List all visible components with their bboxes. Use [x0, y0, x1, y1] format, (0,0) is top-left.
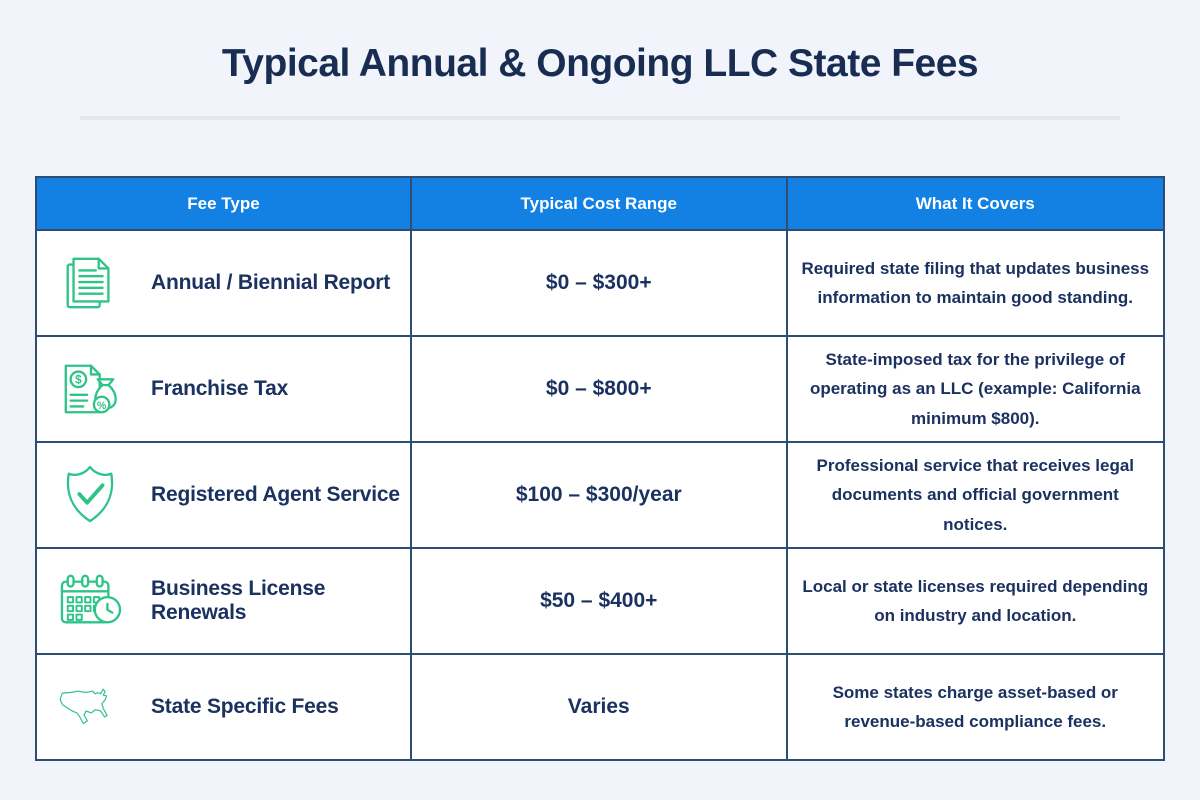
- cost-range-value: $0 – $300+: [410, 231, 786, 335]
- page-title: Typical Annual & Ongoing LLC State Fees: [221, 42, 979, 85]
- fee-type-label: Annual / Biennial Report: [151, 271, 391, 294]
- fees-table: [35, 176, 1165, 761]
- table-row: [37, 335, 1163, 441]
- documents-icon: [54, 247, 126, 319]
- fee-type-cell: [37, 655, 410, 759]
- header-fee-type: Fee Type: [187, 193, 260, 213]
- header-cost-range: Typical Cost Range: [410, 178, 786, 229]
- cost-range-value: $0 – $800+: [410, 337, 786, 441]
- usa-map-icon: [54, 671, 126, 743]
- calendar-clock-icon: [54, 565, 126, 637]
- covers-text: Required state filing that updates business information to maintain good standing.: [786, 231, 1163, 335]
- covers-text: Professional service that receives legal documents and official government notices.: [786, 443, 1163, 547]
- fee-type-label: Franchise Tax: [151, 377, 289, 400]
- fee-type-cell: [37, 337, 410, 441]
- franchise-tax-icon: [54, 353, 126, 425]
- fee-type-label: Business License Renewals: [151, 577, 326, 624]
- svg-text:%: %: [96, 399, 107, 412]
- table-row: [37, 653, 1163, 759]
- table-header-row: [37, 178, 1163, 229]
- shield-check-icon: [54, 459, 126, 531]
- covers-text: Some states charge asset-based or revenue-based compliance fees.: [786, 655, 1163, 759]
- fee-type-label: State Specific Fees: [151, 695, 339, 718]
- cost-range-value: Varies: [410, 655, 786, 759]
- fee-type-label: Registered Agent Service: [151, 483, 400, 506]
- covers-text: Local or state licenses required depending on industry and location.: [786, 549, 1163, 653]
- fee-type-cell: [37, 231, 410, 335]
- table-row: [37, 441, 1163, 547]
- cost-range-value: $100 – $300/year: [410, 443, 786, 547]
- svg-text:$: $: [75, 373, 82, 387]
- fee-type-cell: [37, 443, 410, 547]
- cost-range-value: $50 – $400+: [410, 549, 786, 653]
- table-row: [37, 547, 1163, 653]
- header-what-it-covers: What It Covers: [786, 178, 1163, 229]
- title-divider: [80, 116, 1120, 120]
- covers-text: State-imposed tax for the privilege of operating as an LLC (example: California minimum $800).: [786, 337, 1163, 441]
- fee-type-cell: [37, 549, 410, 653]
- table-row: [37, 229, 1163, 335]
